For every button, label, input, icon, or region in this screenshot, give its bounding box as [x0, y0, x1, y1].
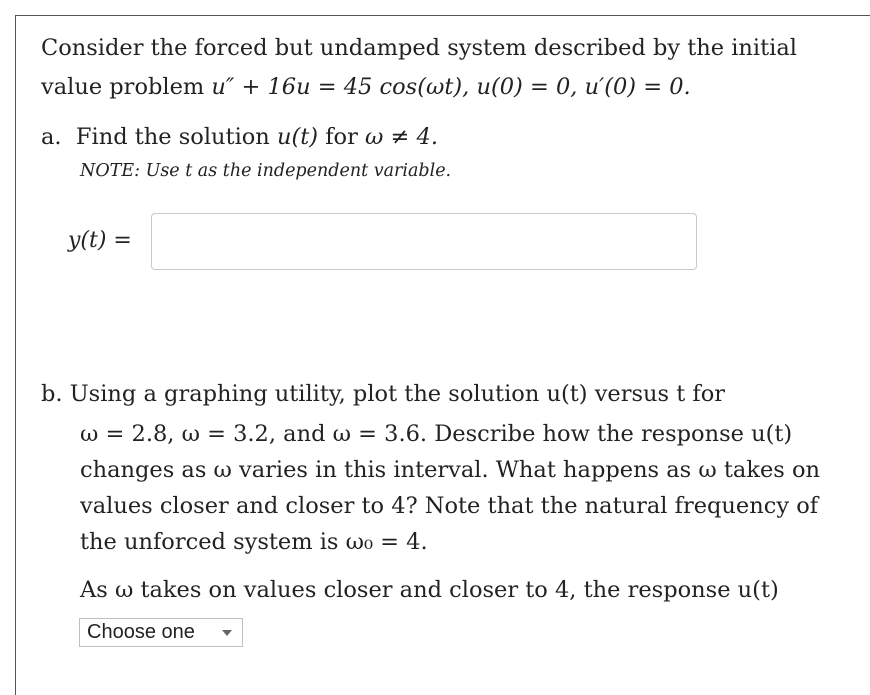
part-a-for: for [325, 124, 358, 150]
part-b-line-1 [41, 380, 725, 408]
part-a-text: Find the solution [75, 124, 270, 150]
answer-input[interactable] [151, 213, 697, 270]
answer-label: y(t) = [68, 228, 132, 253]
part-b-text-1: Using a graphing utility, plot the solution u(t) versus t for [69, 381, 726, 407]
part-b-line-4: values closer and closer to 4? Note that the natural frequency of [80, 493, 819, 519]
part-a-note: NOTE: Use t as the independent variable. [80, 161, 452, 181]
intro-equation: u″ + 16u = 45 cos(ωt), u(0) = 0, u′(0) = 0. [211, 74, 691, 100]
part-a-prompt [41, 123, 438, 151]
part-b-follow-up: As ω takes on values closer and closer to 4, the response u(t) [80, 577, 779, 603]
part-a-label: a. [41, 124, 62, 150]
part-a-condition: ω ≠ 4. [365, 124, 438, 150]
part-b-line-3: changes as ω varies in this interval. What happens as ω takes on [80, 457, 821, 483]
response-select-value: Choose one [87, 621, 195, 643]
part-b-line-2: ω = 2.8, ω = 3.2, and ω = 3.6. Describe how the response u(t) [80, 421, 793, 447]
part-a-math-u: u(t) [276, 124, 319, 150]
response-select[interactable] [79, 618, 243, 647]
part-b-line-5: the unforced system is ω₀ = 4. [80, 529, 428, 555]
intro-line-1: Consider the forced but undamped system described by the initial [41, 35, 797, 61]
chevron-down-icon [222, 630, 232, 636]
intro-line-2-text: value problem [41, 74, 205, 100]
intro-line-2 [41, 73, 691, 101]
part-b-label: b. [41, 381, 63, 407]
